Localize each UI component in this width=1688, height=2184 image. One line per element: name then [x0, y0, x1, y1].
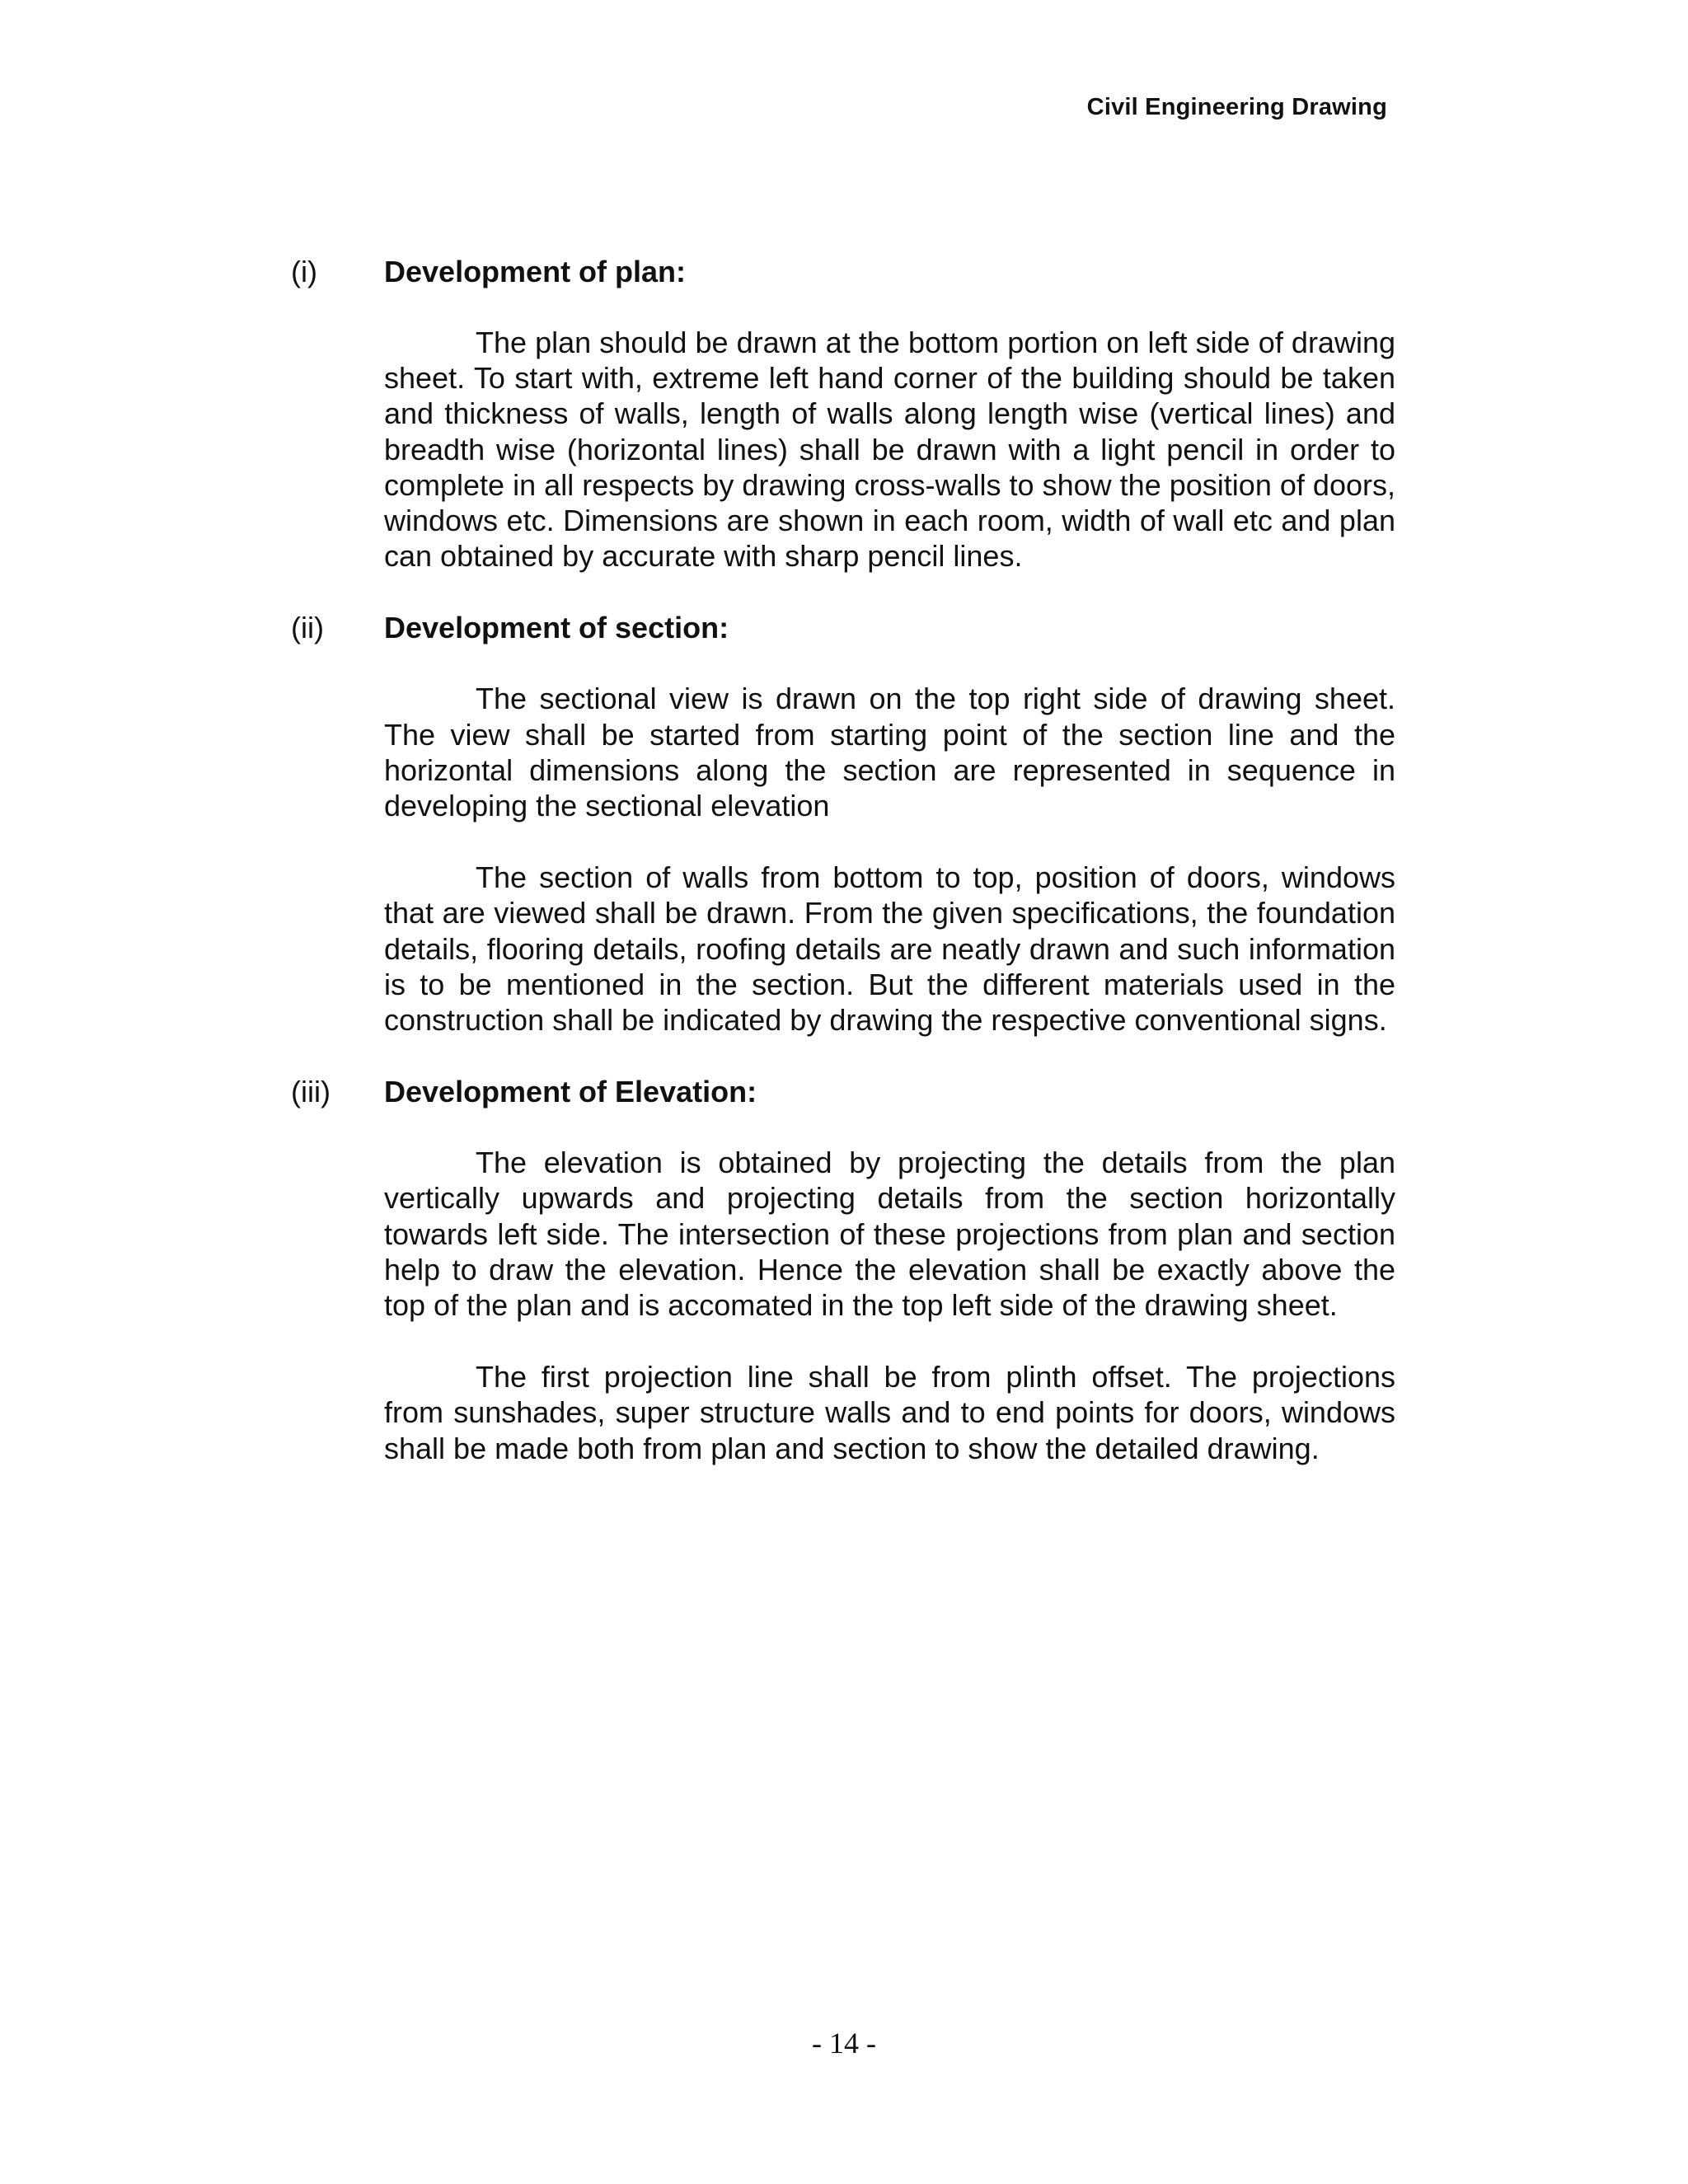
section-heading: [291, 1074, 1395, 1110]
paragraph: The plan should be drawn at the bottom portion on left side of drawing sheet. To start with, extreme left hand corner of the building should be taken and thickness of walls, length of walls along length wise (vertical lines) and breadth wise (horizontal lines) shall be drawn with a light pencil in order to complete in all respects by drawing cross-walls to show the position of doors, windows etc. Dimensions are shown in each room, width of wall etc and plan can obtained by accurate with sharp pencil lines.: [384, 326, 1395, 574]
paragraph: The section of walls from bottom to top, position of doors, windows that are viewed shall be drawn. From the given specifications, the foundation details, flooring details, roofing details are neatly drawn and such information is to be mentioned in the section. But the different materials used in the construction shall be indicated by drawing the respective conventional signs.: [384, 860, 1395, 1038]
running-header: Civil Engineering Drawing: [1086, 94, 1387, 120]
section-plan: [291, 254, 1395, 574]
section-title: Development of Elevation:: [384, 1075, 757, 1109]
paragraph: The elevation is obtained by projecting the details from the plan vertically upwards and projecting details from the section horizontally towards left side. The intersection of these projections from plan and section help to draw the elevation. Hence the elevation shall be exactly above the top of the plan and is accomated in the top left side of the drawing sheet.: [384, 1146, 1395, 1323]
section-number: (ii): [291, 611, 324, 645]
paragraph: The first projection line shall be from plinth offset. The projections from sunshades, super structure walls and to end points for doors, windows shall be made both from plan and section to show the detailed drawing.: [384, 1360, 1395, 1465]
section-number: (iii): [291, 1075, 331, 1109]
section-number: (i): [291, 255, 317, 288]
page-content: [291, 254, 1395, 1502]
paragraph: The sectional view is drawn on the top right side of drawing sheet. The view shall be started from starting point of the section line and the horizontal dimensions along the section are represented in sequence in developing the sectional elevation: [384, 682, 1395, 823]
section-title: Development of plan:: [384, 255, 687, 288]
page-number: - 14 -: [812, 2027, 876, 2060]
section-title: Development of section:: [384, 611, 729, 645]
section-section: [291, 610, 1395, 1038]
section-elevation: [291, 1074, 1395, 1466]
section-heading: [291, 610, 1395, 646]
section-heading: [291, 254, 1395, 290]
